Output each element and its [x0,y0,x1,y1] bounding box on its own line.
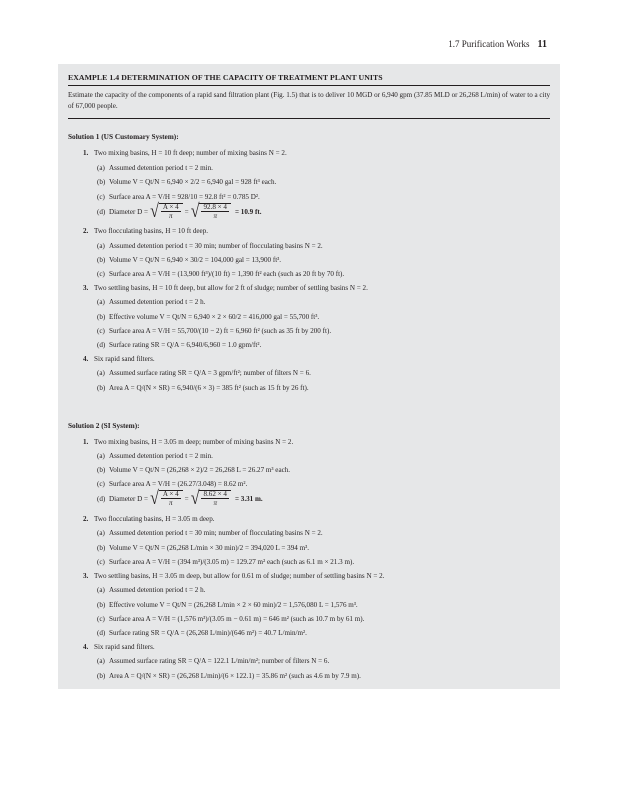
sol2-item-4a [97,657,329,665]
diameter-result: = 10.9 ft. [234,207,262,216]
sol2-item-3a [97,586,205,594]
sol2-item-1b [97,466,290,474]
item-text: Effective volume V = Qt/N = 6,940 × 2 × 60/2 = 416,000 gal = 55,700 ft³. [109,313,320,321]
sqrt-expression: √ $\frac{8.62 \times 4}{\pi}$ [191,490,231,507]
running-header [448,39,547,50]
solution-1-title: Solution 1 (US Customary System): [68,132,179,141]
item-text: Volume V = Qt/N = (26,268 × 2)/2 = 26,268 L = 26.27 m³ each. [109,466,291,474]
item-number: (b) [97,178,106,186]
item-text: Surface rating SR = Q/A = (26,268 L/min)/(646 m²) = 40.7 L/min/m². [109,629,307,637]
item-text: Surface rating SR = Q/A = 6,940/6,960 = 1.0 gpm/ft². [109,341,262,349]
item-number: (b) [97,313,106,321]
sol2-item-3 [83,572,384,580]
item-number: (b) [97,384,106,392]
sqrt-expression: √ $\frac{92.8 \times 4}{\pi}$ [191,203,231,220]
fraction [199,203,231,220]
numerator: A × 4 [162,490,179,499]
sol1-item-2c [97,270,344,278]
item-number: (d) [97,207,106,216]
denominator: π [168,499,173,508]
numerator: 92.8 × 4 [203,203,227,212]
item-text: Surface area A = V/H = (1,576 m³)/(3.05 m − 0.61 m) = 646 m² (such as 10.7 m by 61 m). [109,615,365,623]
item-number: (a) [97,164,105,172]
sol1-item-3c [97,327,331,335]
item-text: Assumed detention period t = 30 min; number of flocculating basins N = 2. [109,242,323,250]
diameter-label: Diameter D = [109,207,149,216]
page-number: 11 [537,39,547,50]
item-number: 1. [83,438,89,446]
intro-rule [68,118,550,119]
item-text: Two mixing basins, H = 10 ft deep; number of mixing basins N = 2. [94,149,287,157]
item-text: Assumed surface rating SR = Q/A = 3 gpm/ft²; number of filters N = 6. [109,369,311,377]
item-number: (a) [97,529,105,537]
sol1-item-4 [83,355,155,363]
item-text: Assumed detention period t = 30 min; number of flocculating basins N = 2. [109,529,323,537]
item-text: Assumed detention period t = 2 min. [109,164,213,172]
item-number: (c) [97,558,105,566]
sol1-item-4b [97,384,309,392]
item-text: Volume V = Qt/N = 6,940 × 2/2 = 6,940 gal = 928 ft³ each. [109,178,277,186]
sol2-item-2a [97,529,323,537]
item-number: (c) [97,327,105,335]
item-number: (c) [97,615,105,623]
item-number: (d) [97,629,106,637]
example-intro: Estimate the capacity of the components of a rapid sand filtration plant (Fig. 1.5) that is to deliver 10 MGD or 6,940 gpm (37.85 MLD or 26,268 L/min) of water to a city of 67,000 people. [68,91,551,110]
item-number: (a) [97,452,105,460]
item-text: Surface area A = V/H = 928/10 = 92.8 ft² = 0.785 D². [109,193,260,201]
item-text: Surface area A = V/H = (394 m³)/(3.05 m) = 129.27 m² each (such as 6.1 m × 21.3 m). [109,558,355,566]
sol1-item-1a [97,164,213,172]
sol2-item-1 [83,438,293,446]
item-text: Surface area A = V/H = 55,700/(10 − 2) ft = 6,960 ft² (such as 35 ft by 200 ft). [109,327,332,335]
sol2-item-3b [97,601,358,609]
sol1-item-4a [97,369,311,377]
item-text: Assumed detention period t = 2 h. [109,586,206,594]
sol1-item-2a [97,242,323,250]
item-number: (c) [97,270,105,278]
item-text: Surface area A = V/H = (13,900 ft³)/(10 ft) = 1,390 ft² each (such as 20 ft by 70 ft). [109,270,345,278]
sol2-item-3d [97,629,307,637]
item-number: (a) [97,298,105,306]
fraction [159,490,183,507]
sol2-item-4b [97,672,361,680]
item-text: Area A = Q/(N × SR) = (26,268 L/min)/(6 × 122.1) = 35.86 m² (such as 4.6 m by 7.9 m). [109,672,361,680]
item-text: Two flocculating basins, H = 3.05 m deep. [94,515,215,523]
sol1-item-3 [83,284,368,292]
item-number: 1. [83,149,89,157]
fraction [159,203,183,220]
sol1-item-2 [83,227,208,235]
item-text: Volume V = Qt/N = 6,940 × 30/2 = 104,000 gal = 13,900 ft³. [109,256,282,264]
diameter-result: = 3.31 m. [234,494,263,503]
item-number: (b) [97,601,106,609]
item-number: 3. [83,572,89,580]
sol2-item-1a [97,452,213,460]
fraction [199,490,231,507]
sol2-item-3c [97,615,364,623]
item-number: (b) [97,466,106,474]
item-number: 3. [83,284,89,292]
sol2-item-1c [97,480,247,488]
sol1-item-3a [97,298,205,306]
sol2-item-1d [97,487,263,509]
title-rule [68,85,550,86]
item-text: Surface area A = V/H = (26.27/3.048) = 8.62 m². [109,480,248,488]
sqrt-expression: √ $\frac{A \times 4}{\pi}$ [150,490,183,507]
item-number: (b) [97,256,106,264]
sol1-item-3d [97,341,261,349]
item-text: Assumed detention period t = 2 h. [109,298,206,306]
equals-sign: = [184,207,189,216]
sol2-item-2c [97,558,354,566]
numerator: A × 4 [162,203,179,212]
item-number: (c) [97,480,105,488]
denominator: π [213,499,217,508]
item-text: Volume V = Qt/N = (26,268 L/min × 30 min)/2 = 394,020 L = 394 m³. [109,544,309,552]
denominator: π [213,212,217,221]
item-text: Assumed surface rating SR = Q/A = 122.1 L/min/m²; number of filters N = 6. [109,657,330,665]
sol1-item-2b [97,256,281,264]
item-number: (a) [97,586,105,594]
item-number: (c) [97,193,105,201]
item-text: Six rapid sand filters. [94,355,155,363]
item-number: (a) [97,657,105,665]
sol2-item-2b [97,544,309,552]
item-text: Two flocculating basins, H = 10 ft deep. [94,227,209,235]
diameter-label: Diameter D = [109,494,149,503]
item-text: Effective volume V = Qt/N = (26,268 L/min × 2 × 60 min)/2 = 1,576,080 L = 1,576 m³. [109,601,358,609]
sol1-item-1 [83,149,287,157]
item-text: Two mixing basins, H = 3.05 m deep; number of mixing basins N = 2. [94,438,294,446]
sol1-item-3b [97,313,319,321]
example-title: EXAMPLE 1.4 DETERMINATION OF THE CAPACITY OF TREATMENT PLANT UNITS [68,73,383,82]
sol2-item-4 [83,643,155,651]
item-number: (b) [97,544,106,552]
solution-2-title: Solution 2 (SI System): [68,421,140,430]
section-title: 1.7 Purification Works [448,39,530,49]
numerator: 8.62 × 4 [203,490,227,499]
item-number: 2. [83,227,89,235]
item-text: Assumed detention period t = 2 min. [109,452,213,460]
item-number: (a) [97,242,105,250]
item-text: Two settling basins, H = 3.05 m deep, but allow for 0.61 m of sludge; number of settling basins N = 2. [94,572,385,580]
item-number: (a) [97,369,105,377]
item-text: Two settling basins, H = 10 ft deep, but allow for 2 ft of sludge; number of settling basins N = 2. [94,284,368,292]
item-number: 2. [83,515,89,523]
sol2-item-2 [83,515,215,523]
equals-sign: = [184,494,189,503]
sol1-item-1c [97,193,260,201]
item-number: 4. [83,355,89,363]
item-number: (d) [97,494,106,503]
sol1-item-1b [97,178,276,186]
item-text: Six rapid sand filters. [94,643,155,651]
item-number: (b) [97,672,106,680]
item-number: 4. [83,643,89,651]
item-number: (d) [97,341,106,349]
sqrt-expression: √ $\frac{A \times 4}{\pi}$ [150,203,183,220]
sol1-item-1d [97,200,262,222]
denominator: π [168,212,173,221]
item-text: Area A = Q/(N × SR) = 6,940/(6 × 3) = 385 ft² (such as 15 ft by 26 ft). [109,384,309,392]
